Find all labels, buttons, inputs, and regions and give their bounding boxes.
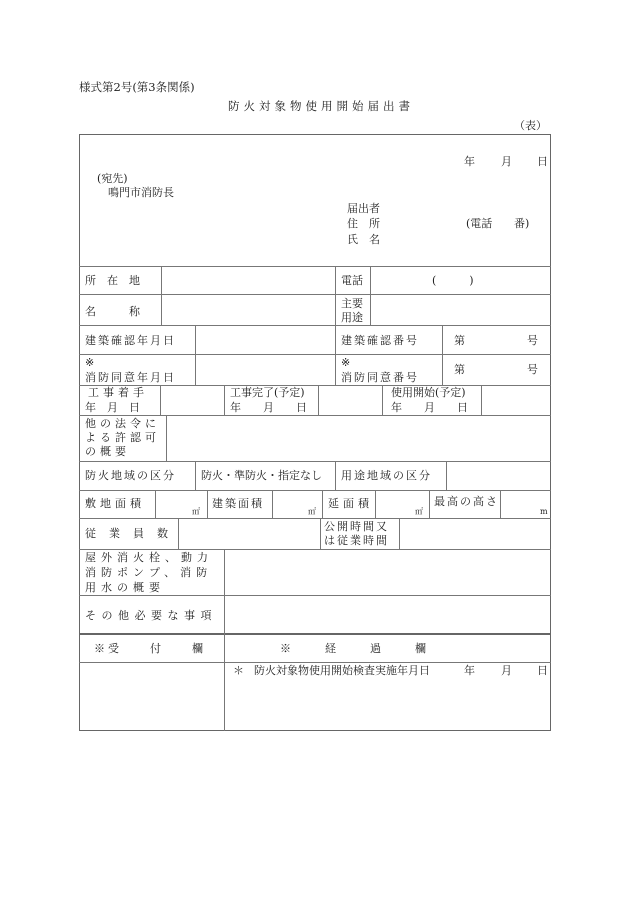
building-name-input[interactable] (162, 295, 334, 325)
col-line (335, 461, 336, 490)
use-start-input[interactable] (482, 386, 550, 415)
reception-area (80, 663, 223, 730)
other-permits-label-3: の概要 (85, 445, 130, 458)
name-label[interactable]: 氏 名 (347, 233, 380, 246)
construction-start-label: 工事着手 (88, 386, 148, 399)
col-line (195, 461, 196, 490)
form-number: 様式第2号(第3条関係) (79, 80, 195, 94)
main-use-label-1: 主要 (341, 297, 363, 310)
col-line (320, 518, 321, 549)
construction-start-input[interactable] (161, 386, 223, 415)
phone-input[interactable]: ( ) (432, 274, 474, 287)
side-label: （表） (514, 119, 547, 132)
fire-consent-date-label: 消防同意年月日 (85, 371, 176, 384)
location-input[interactable] (162, 267, 334, 294)
construction-complete-label: 工事完了(予定) (230, 386, 305, 399)
inspection-year: 年 (464, 664, 475, 677)
employees-label: 従 業 員 数 (85, 527, 169, 540)
hours-label-2: は従業時間 (324, 534, 389, 547)
col-line (224, 385, 225, 415)
divider-thick (79, 633, 551, 635)
consent-number-mark: ※ (341, 356, 351, 369)
page-title: 防火対象物使用開始届出書 (228, 99, 414, 113)
building-confirm-suffix: 号 (527, 334, 538, 347)
hours-input[interactable] (400, 519, 550, 549)
progress-label: ※ 経 過 欄 (280, 642, 430, 655)
col-line (322, 490, 323, 518)
address-label[interactable]: 住 所 (347, 217, 380, 230)
floor-area-label: 延面積 (328, 497, 373, 510)
name-row-label: 名 称 (85, 305, 140, 318)
use-zone-input[interactable] (447, 462, 550, 490)
consent-mark: ※ (85, 356, 95, 369)
inspection-mark: ＊ (233, 664, 244, 677)
other-matters-input[interactable] (225, 596, 550, 633)
construction-start-ymd: 年 月 日 (85, 401, 140, 414)
inspection-day: 日 (537, 664, 548, 677)
consent-prefix: 第 (454, 363, 465, 376)
fire-zone-options[interactable]: 防火・準防火・指定なし (201, 469, 322, 482)
main-use-input[interactable] (371, 295, 550, 325)
fire-equipment-label-3: 用水の概要 (85, 581, 165, 594)
phone-open[interactable]: (電話 (466, 217, 493, 230)
fire-equipment-label-1: 屋外消火栓、動力 (85, 551, 213, 564)
building-confirm-prefix: 第 (454, 334, 465, 347)
building-confirm-date-input[interactable] (196, 326, 334, 354)
site-area-unit: ㎡ (192, 507, 200, 516)
main-use-label-2: 用途 (341, 311, 363, 324)
inspection-label: 防火対象物使用開始検査実施年月日 (254, 664, 430, 677)
site-area-label: 敷地面積 (85, 497, 145, 510)
consent-suffix: 号 (527, 363, 538, 376)
fire-equipment-input[interactable] (225, 550, 550, 595)
addressee: 鳴門市消防長 (108, 186, 174, 199)
use-start-label: 使用開始(予定) (391, 386, 466, 399)
other-matters-label: その他必要な事項 (85, 609, 217, 622)
other-permits-label-2: よる許認可 (85, 431, 160, 444)
use-zone-label: 用途地域の区分 (341, 469, 432, 482)
fire-zone-label: 防火地域の区分 (85, 469, 176, 482)
floor-area-unit: ㎡ (415, 507, 423, 516)
phone-close: 番) (514, 217, 530, 230)
col-line (207, 490, 208, 518)
notifier-label: 届出者 (347, 202, 380, 215)
col-line (442, 325, 443, 385)
col-line (335, 266, 336, 385)
construction-complete-ymd: 年 月 日 (230, 401, 307, 414)
use-start-ymd: 年 月 日 (391, 401, 468, 414)
addressee-label: (宛先) (97, 172, 128, 185)
inspection-month: 月 (501, 664, 512, 677)
max-height-label: 最高の高さ (434, 495, 499, 508)
fire-consent-number-label: 消防同意番号 (341, 371, 419, 384)
phone-label: 電話 (341, 274, 363, 287)
col-line (429, 490, 430, 518)
max-height-unit: m (540, 507, 548, 516)
building-area-label: 建築面積 (212, 497, 264, 510)
building-area-unit: ㎡ (308, 507, 316, 516)
reception-label: ※受 付 欄 (94, 642, 206, 655)
hours-label-1: 公開時間又 (324, 520, 389, 533)
fire-equipment-label-2: 消防ポンプ、消防 (85, 566, 213, 579)
col-line (382, 385, 383, 415)
fire-consent-date-input[interactable] (196, 355, 334, 385)
date-day[interactable]: 日 (537, 155, 548, 168)
building-confirm-number-label: 建築確認番号 (341, 334, 419, 347)
employees-input[interactable] (179, 519, 319, 549)
date-year[interactable]: 年 (464, 155, 475, 168)
building-confirm-date-label: 建築確認年月日 (85, 334, 176, 347)
construction-complete-input[interactable] (319, 386, 381, 415)
other-permits-input[interactable] (167, 416, 550, 461)
other-permits-label-1: 他の法令に (85, 417, 160, 430)
date-month[interactable]: 月 (501, 155, 512, 168)
location-label: 所 在 地 (85, 274, 140, 287)
